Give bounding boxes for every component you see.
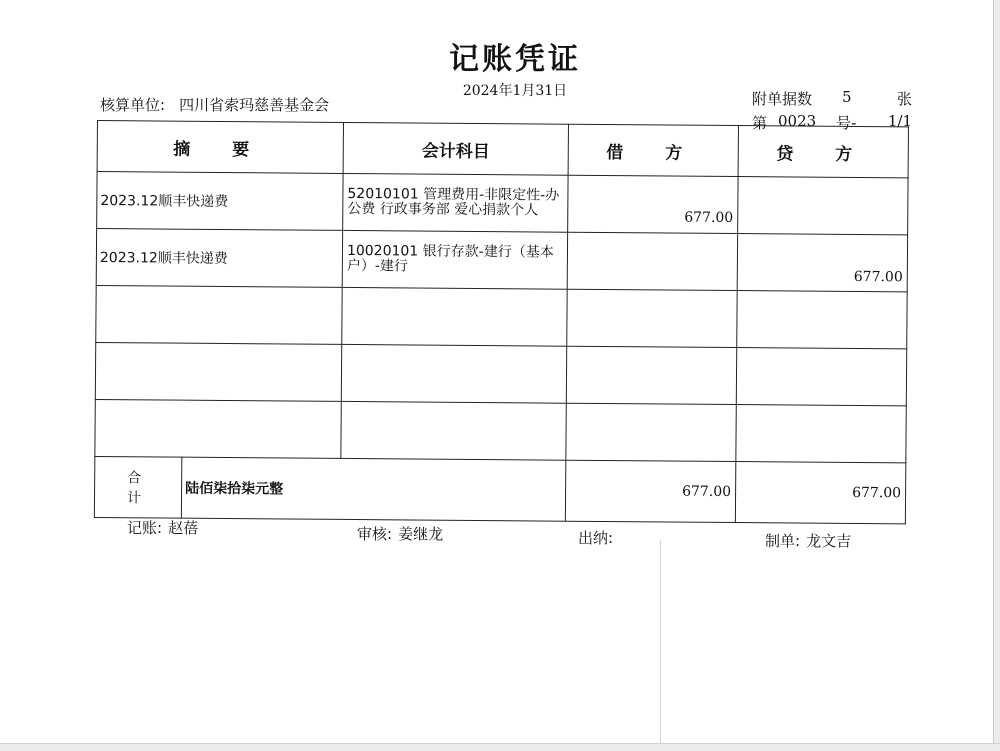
row-account: 10020101 银行存款-建行（基本户）-建行 <box>342 230 567 289</box>
voucher-number: 0023 <box>778 112 817 130</box>
row-credit <box>736 348 906 406</box>
accounting-unit-label: 核算单位: <box>100 96 166 114</box>
reviewer-label: 审核: <box>357 525 393 543</box>
signature-row <box>0 517 1000 557</box>
total-row <box>94 456 905 523</box>
total-debit: 677.00 <box>565 460 735 522</box>
row-credit <box>736 405 906 463</box>
attachment-count-value: 5 <box>842 88 852 106</box>
signature-preparer <box>765 530 851 551</box>
row-debit <box>566 403 736 461</box>
voucher-table <box>94 120 909 524</box>
row-account <box>341 401 566 460</box>
header-debit: 借 方 <box>568 124 738 176</box>
table-row <box>95 399 906 462</box>
row-account <box>341 344 566 403</box>
table-row <box>95 342 906 405</box>
voucher-number-prefix: 第 <box>752 114 768 132</box>
table-row <box>96 229 907 292</box>
row-summary: 2023.12顺丰快递费 <box>97 172 343 231</box>
row-debit: 677.00 <box>568 175 738 233</box>
signature-reviewer <box>357 523 443 544</box>
total-credit: 677.00 <box>735 462 905 524</box>
accounting-unit <box>100 94 329 115</box>
total-label: 合 计 <box>94 456 181 518</box>
header-credit: 贷 方 <box>738 126 908 178</box>
table-row <box>97 172 908 235</box>
header-summary: 摘 要 <box>97 121 343 174</box>
bookkeeper-label: 记账: <box>127 519 163 537</box>
preparer-name: 龙文吉 <box>806 532 852 550</box>
row-summary <box>95 399 341 458</box>
attachment-count-label: 附单据数 <box>752 90 813 108</box>
row-debit <box>567 232 737 290</box>
voucher-page: 1/1 <box>887 112 912 130</box>
row-account <box>342 287 567 346</box>
table-row <box>96 285 907 348</box>
preparer-label: 制单: <box>765 532 801 550</box>
row-debit <box>567 289 737 347</box>
total-amount-words: 陆佰柒拾柒元整 <box>181 457 565 521</box>
cashier-label: 出纳: <box>578 529 614 547</box>
voucher-date: 2024年1月31日 <box>462 83 568 99</box>
paper-fold-line <box>660 540 661 745</box>
voucher-number-suffix: 号- <box>836 114 857 132</box>
row-summary <box>96 285 342 344</box>
row-credit: 677.00 <box>737 234 907 292</box>
header-account: 会计科目 <box>343 122 568 175</box>
bookkeeper-name: 赵蓓 <box>168 519 199 537</box>
row-credit <box>738 177 908 235</box>
row-summary: 2023.12顺丰快递费 <box>96 229 342 288</box>
signature-cashier <box>578 527 619 548</box>
accounting-unit-value: 四川省索玛慈善基金会 <box>179 96 330 114</box>
attachment-count-unit: 张 <box>896 90 912 108</box>
row-account: 52010101 管理费用-非限定性-办公费 行政事务部 爱心捐款个人 <box>343 173 568 232</box>
table-header-row <box>97 121 908 178</box>
reviewer-name: 姜继龙 <box>398 525 444 543</box>
row-summary <box>95 342 341 401</box>
signature-bookkeeper <box>127 517 198 538</box>
row-debit <box>566 346 736 404</box>
scan-page-edge-right <box>993 0 1000 750</box>
row-credit <box>737 291 907 349</box>
attachment-count-row <box>752 88 912 112</box>
voucher-title: 记账凭证 <box>449 42 581 77</box>
